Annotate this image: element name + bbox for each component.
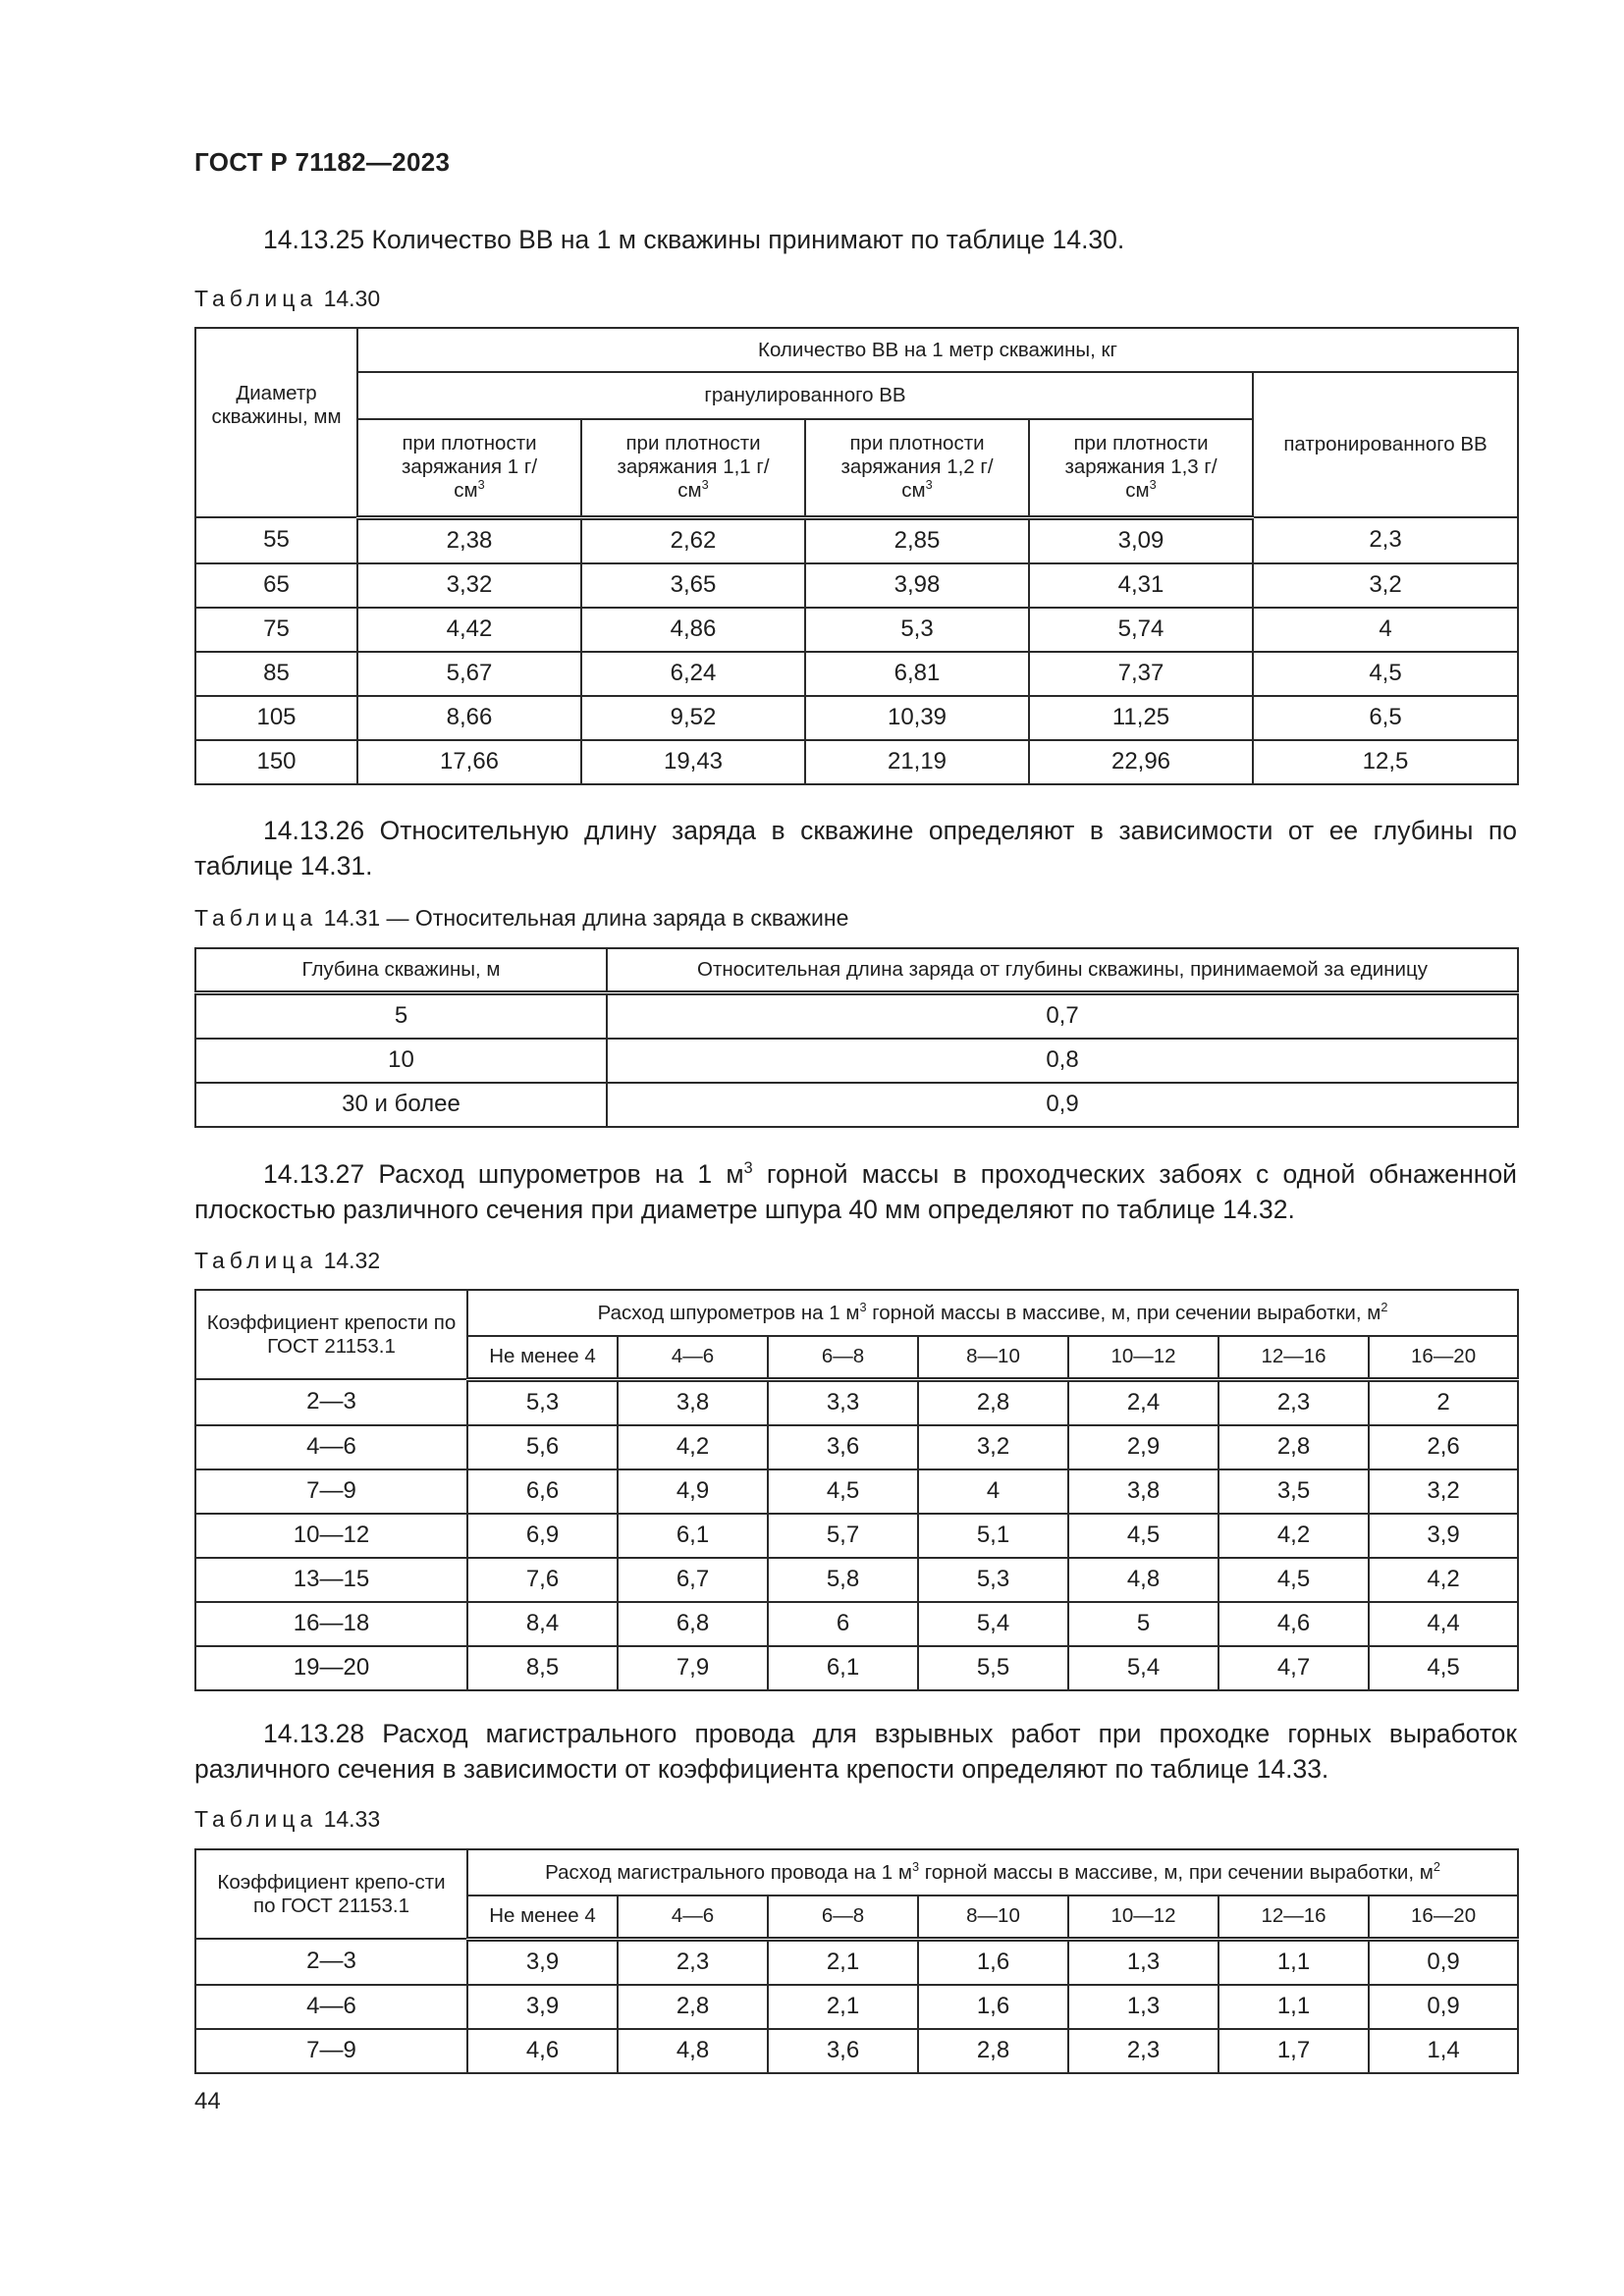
cell: 3,3: [768, 1379, 918, 1425]
cell: 5: [195, 992, 607, 1039]
cell: 3,8: [1068, 1469, 1218, 1514]
cell: 10: [195, 1039, 607, 1083]
cell: 75: [195, 608, 357, 652]
paragraph-14-13-26: 14.13.26 Относительную длину заряда в скважине определяют в зависимости от ее глубины по таблице 14.31.: [194, 816, 1517, 881]
cell: 1,4: [1369, 2029, 1518, 2073]
cell: 0,7: [607, 992, 1518, 1039]
header-section: 6—8: [768, 1896, 918, 1939]
cell: 19,43: [581, 740, 805, 784]
cell: 7—9: [195, 2029, 467, 2073]
table-row: [195, 1083, 1518, 1127]
cell: 2,85: [805, 517, 1029, 563]
cell: 3,8: [618, 1379, 768, 1425]
cell: 2,9: [1068, 1425, 1218, 1469]
table-row: [195, 652, 1518, 696]
cell: 8,66: [357, 696, 581, 740]
cell: 3,09: [1029, 517, 1253, 563]
cell: 3,9: [467, 1985, 618, 2029]
header-relative-length: Относительная длина заряда от глубины скважины, принимаемой за единицу: [607, 948, 1518, 992]
cell: 2,3: [1253, 517, 1518, 563]
header-section: 16—20: [1369, 1896, 1518, 1939]
cell: 21,19: [805, 740, 1029, 784]
cell: 12,5: [1253, 740, 1518, 784]
cell: 1,1: [1218, 1985, 1369, 2029]
cell: 5,67: [357, 652, 581, 696]
cell: 2,6: [1369, 1425, 1518, 1469]
cell: 6,6: [467, 1469, 618, 1514]
table-14-30-caption: Таблица 14.30: [194, 286, 381, 311]
cell: 4,6: [467, 2029, 618, 2073]
table-row: [195, 1514, 1518, 1558]
table-row: [195, 1379, 1518, 1425]
cell: 3,5: [1218, 1469, 1369, 1514]
cell: 4—6: [195, 1985, 467, 2029]
table-14-33-caption: Таблица 14.33: [194, 1806, 381, 1832]
cell: 2—3: [195, 1379, 467, 1425]
cell: 7,37: [1029, 652, 1253, 696]
cell: 4,5: [768, 1469, 918, 1514]
cell: 5,7: [768, 1514, 918, 1558]
cell: 4,9: [618, 1469, 768, 1514]
table-14-31-caption: Таблица 14.31 — Относительная длина заряда в скважине: [194, 905, 849, 931]
cell: 5,3: [467, 1379, 618, 1425]
header-section: Не менее 4: [467, 1336, 618, 1379]
cell: 2—3: [195, 1939, 467, 1985]
header-depth: Глубина скважины, м: [195, 948, 607, 992]
cell: 3,32: [357, 563, 581, 608]
cell: 3,6: [768, 1425, 918, 1469]
table-row: [195, 1602, 1518, 1646]
table-14-30: [194, 327, 1519, 785]
header-section: 4—6: [618, 1896, 768, 1939]
header-total-amount: Количество ВВ на 1 метр скважины, кг: [357, 328, 1518, 372]
cell: 2,8: [618, 1985, 768, 2029]
table-row: [195, 992, 1518, 1039]
cell: 3,9: [467, 1939, 618, 1985]
cell: 5,3: [805, 608, 1029, 652]
header-section: 10—12: [1068, 1336, 1218, 1379]
cell: 0,9: [1369, 1939, 1518, 1985]
cell: 6,5: [1253, 696, 1518, 740]
cell: 4,6: [1218, 1602, 1369, 1646]
cell: 4,5: [1218, 1558, 1369, 1602]
table-row: [195, 563, 1518, 608]
header-diameter: Диаметр скважины, мм: [195, 328, 357, 517]
header-section: 8—10: [918, 1336, 1068, 1379]
header-density-1-1: при плотности заряжания 1,1 $г/см^3$: [581, 419, 805, 517]
paragraph-14-13-28: 14.13.28 Расход магистрального провода для взрывных работ при проходке горных выработок различного сечения в зависимости от коэффициента крепости определяют по таблице 14.33.: [194, 1719, 1517, 1784]
cell: 2,3: [1068, 2029, 1218, 2073]
cell: 6,1: [768, 1646, 918, 1690]
header-wire-consumption: Расход магистрального провода на 1 $м^3$ горной массы в массиве, м, при сечении выработки, $м^2$: [467, 1849, 1518, 1896]
paragraph-14-13-27: 14.13.27 Расход шпурометров на 1 $м^3$ горной массы в проходческих забоях с одной обнаженной плоскостью различного сечения при диаметре шпура 40 мм определяют по таблице 14.32.: [194, 1159, 1517, 1224]
cell: 1,6: [918, 1939, 1068, 1985]
header-cartridged: патронированного ВВ: [1253, 372, 1518, 517]
cell: 4,5: [1253, 652, 1518, 696]
cell: 4,2: [1218, 1514, 1369, 1558]
cell: 8,4: [467, 1602, 618, 1646]
cell: 4,2: [618, 1425, 768, 1469]
header-consumption: Расход шпурометров на 1 $м^3$ горной массы в массиве, м, при сечении выработки, $м^2$: [467, 1290, 1518, 1336]
cell: 10—12: [195, 1514, 467, 1558]
cell: 10,39: [805, 696, 1029, 740]
cell: 4,42: [357, 608, 581, 652]
table-row: [195, 608, 1518, 652]
header-granulated: гранулированного ВВ: [357, 372, 1253, 419]
cell: 1,7: [1218, 2029, 1369, 2073]
cell: 4,8: [618, 2029, 768, 2073]
header-section: Не менее 4: [467, 1896, 618, 1939]
cell: 8,5: [467, 1646, 618, 1690]
cell: 5,5: [918, 1646, 1068, 1690]
cell: 2,3: [618, 1939, 768, 1985]
cell: 5,8: [768, 1558, 918, 1602]
cell: 4,7: [1218, 1646, 1369, 1690]
table-14-32: [194, 1289, 1519, 1691]
cell: 4,31: [1029, 563, 1253, 608]
table-14-33: [194, 1848, 1519, 2074]
cell: 1,6: [918, 1985, 1068, 2029]
cell: 3,2: [1253, 563, 1518, 608]
table-row: [195, 1558, 1518, 1602]
cell: 16—18: [195, 1602, 467, 1646]
cell: 5,4: [1068, 1646, 1218, 1690]
cell: 22,96: [1029, 740, 1253, 784]
header-section: 12—16: [1218, 1336, 1369, 1379]
header-density-1-3: при плотности заряжания 1,3 $г/см^3$: [1029, 419, 1253, 517]
header-section: 16—20: [1369, 1336, 1518, 1379]
cell: 2,3: [1218, 1379, 1369, 1425]
cell: 2,1: [768, 1939, 918, 1985]
cell: 7—9: [195, 1469, 467, 1514]
cell: 5,3: [918, 1558, 1068, 1602]
table-14-31: [194, 947, 1519, 1128]
cell: 5,4: [918, 1602, 1068, 1646]
header-section: 6—8: [768, 1336, 918, 1379]
cell: 30 и более: [195, 1083, 607, 1127]
cell: 6,9: [467, 1514, 618, 1558]
cell: 1,1: [1218, 1939, 1369, 1985]
table-row: [195, 1469, 1518, 1514]
cell: 3,2: [1369, 1469, 1518, 1514]
cell: 2,62: [581, 517, 805, 563]
table-row: [195, 740, 1518, 784]
cell: 6,7: [618, 1558, 768, 1602]
cell: 5,1: [918, 1514, 1068, 1558]
cell: 3,98: [805, 563, 1029, 608]
table-row: [195, 1939, 1518, 1985]
table-row: [195, 1039, 1518, 1083]
cell: 6,24: [581, 652, 805, 696]
header-density-1: при плотности заряжания 1 $г/см^3$: [357, 419, 581, 517]
cell: 2,8: [918, 1379, 1068, 1425]
header-coefficient: Коэффициент крепости по ГОСТ 21153.1: [195, 1290, 467, 1379]
cell: 9,52: [581, 696, 805, 740]
paragraph-14-13-25: 14.13.25 Количество ВВ на 1 м скважины принимают по таблице 14.30.: [263, 225, 1125, 254]
cell: 19—20: [195, 1646, 467, 1690]
cell: 6,81: [805, 652, 1029, 696]
header-density-1-2: при плотности заряжания 1,2 $г/см^3$: [805, 419, 1029, 517]
cell: 6,8: [618, 1602, 768, 1646]
cell: 150: [195, 740, 357, 784]
cell: 3,65: [581, 563, 805, 608]
cell: 6: [768, 1602, 918, 1646]
header-coefficient: Коэффициент крепо-сти по ГОСТ 21153.1: [195, 1849, 467, 1939]
cell: 1,3: [1068, 1939, 1218, 1985]
header-section: 4—6: [618, 1336, 768, 1379]
cell: 65: [195, 563, 357, 608]
cell: 7,9: [618, 1646, 768, 1690]
cell: 13—15: [195, 1558, 467, 1602]
cell: 5,6: [467, 1425, 618, 1469]
cell: 1,3: [1068, 1985, 1218, 2029]
cell: 2,8: [918, 2029, 1068, 2073]
table-row: [195, 696, 1518, 740]
cell: 2,1: [768, 1985, 918, 2029]
cell: 6,1: [618, 1514, 768, 1558]
cell: 4,2: [1369, 1558, 1518, 1602]
table-row: [195, 1425, 1518, 1469]
cell: 4,4: [1369, 1602, 1518, 1646]
cell: 2: [1369, 1379, 1518, 1425]
cell: 4,5: [1369, 1646, 1518, 1690]
cell: 2,38: [357, 517, 581, 563]
cell: 11,25: [1029, 696, 1253, 740]
cell: 4,8: [1068, 1558, 1218, 1602]
cell: 5,74: [1029, 608, 1253, 652]
cell: 4: [918, 1469, 1068, 1514]
table-row: [195, 2029, 1518, 2073]
cell: 4,5: [1068, 1514, 1218, 1558]
cell: 4: [1253, 608, 1518, 652]
table-row: [195, 1985, 1518, 2029]
cell: 3,9: [1369, 1514, 1518, 1558]
cell: 2,8: [1218, 1425, 1369, 1469]
cell: 5: [1068, 1602, 1218, 1646]
header-section: 12—16: [1218, 1896, 1369, 1939]
cell: 17,66: [357, 740, 581, 784]
cell: 4,86: [581, 608, 805, 652]
document-code: ГОСТ Р 71182—2023: [194, 147, 451, 177]
cell: 55: [195, 517, 357, 563]
table-row: [195, 517, 1518, 563]
cell: 3,6: [768, 2029, 918, 2073]
cell: 2,4: [1068, 1379, 1218, 1425]
table-row: [195, 1646, 1518, 1690]
header-section: 8—10: [918, 1896, 1068, 1939]
cell: 85: [195, 652, 357, 696]
cell: 105: [195, 696, 357, 740]
cell: 4—6: [195, 1425, 467, 1469]
cell: 0,9: [1369, 1985, 1518, 2029]
cell: 7,6: [467, 1558, 618, 1602]
page-number: 44: [194, 2088, 221, 2114]
cell: 3,2: [918, 1425, 1068, 1469]
cell: 0,8: [607, 1039, 1518, 1083]
cell: 0,9: [607, 1083, 1518, 1127]
table-14-32-caption: Таблица 14.32: [194, 1248, 381, 1273]
header-section: 10—12: [1068, 1896, 1218, 1939]
